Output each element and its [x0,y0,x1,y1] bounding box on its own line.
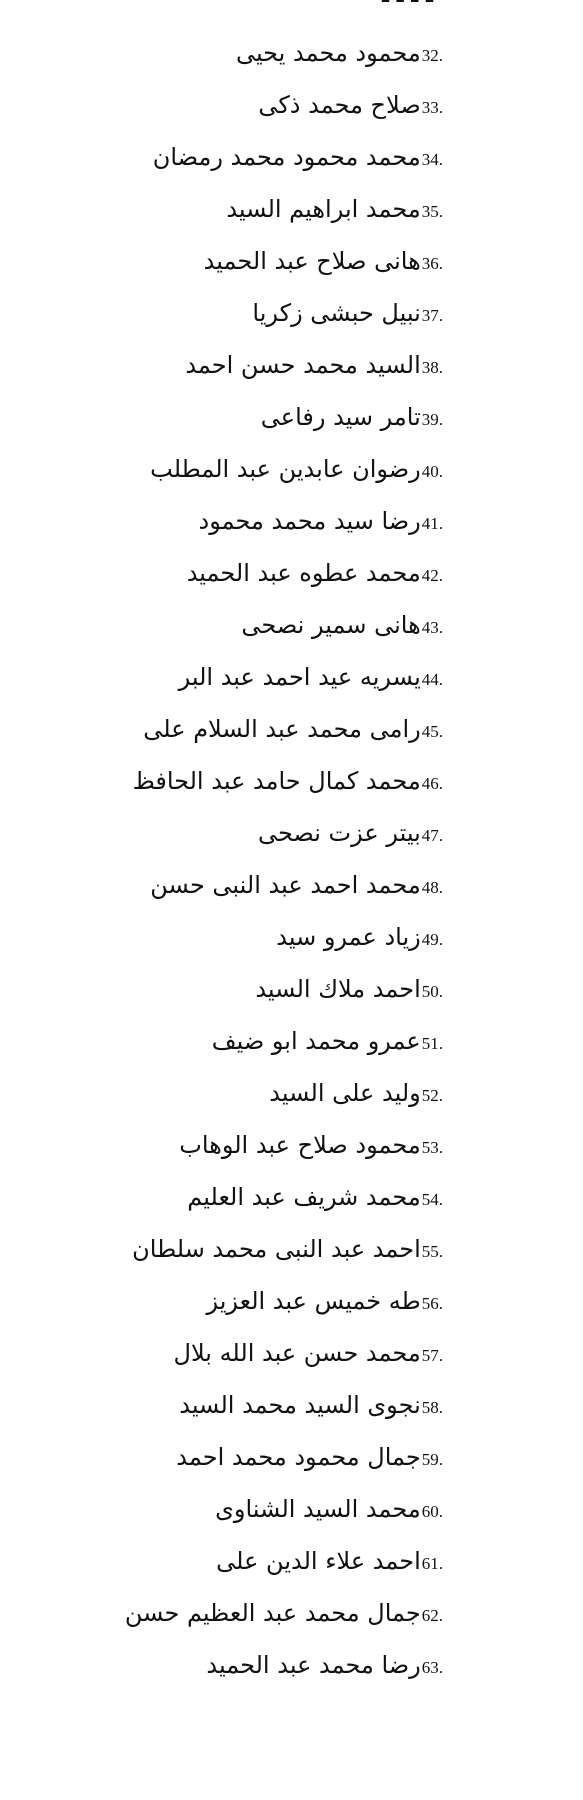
item-number: 39. [421,409,443,429]
person-name: هانى سمير نصحى [241,611,421,639]
item-number: 42. [421,565,443,585]
list-item [125,443,443,495]
item-number: 63. [421,1657,443,1677]
list-item [125,1327,443,1379]
person-name: محمود صلاح عبد الوهاب [179,1131,421,1159]
item-number: 44. [421,669,443,689]
item-number: 41. [421,513,443,533]
list-item [125,1275,443,1327]
list-item [125,859,443,911]
list-item [125,339,443,391]
person-name: محمد السيد الشناوى [215,1495,421,1523]
person-name: رضا سيد محمد محمود [198,507,421,535]
list-item [125,963,443,1015]
list-item [125,235,443,287]
person-name: يسريه عيد احمد عبد البر [178,663,421,691]
person-name: جمال محمد عبد العظيم حسن [124,1599,421,1627]
list-item [125,1223,443,1275]
person-name: احمد عبد النبى محمد سلطان [132,1235,421,1263]
person-name: نبيل حبشى زكريا [252,299,421,327]
list-item [125,1639,443,1691]
list-item [125,755,443,807]
list-item [125,911,443,963]
person-name: رامى محمد عبد السلام على [143,715,421,743]
person-name: هانى صلاح عبد الحميد [203,247,421,275]
person-name: صلاح محمد ذكى [258,91,421,119]
item-number: 37. [421,305,443,325]
list-item [125,651,443,703]
list-item [125,1535,443,1587]
list-item [125,703,443,755]
person-name: تامر سيد رفاعى [260,403,421,431]
person-name: محمد محمود محمد رمضان [152,143,421,171]
list-item [125,1171,443,1223]
person-name: وليد على السيد [269,1079,421,1107]
item-number: 58. [421,1397,443,1417]
item-number: 36. [421,253,443,273]
item-number: 52. [421,1085,443,1105]
list-item [125,391,443,443]
person-name: محمد ابراهيم السيد [226,195,421,223]
list-item [125,807,443,859]
person-name: السيد محمد حسن احمد [185,351,421,379]
list-item [125,1015,443,1067]
item-number: 45. [421,721,443,741]
item-number: 55. [421,1241,443,1261]
list-item [125,495,443,547]
person-name: جمال محمود محمد احمد [176,1443,421,1471]
item-number: 54. [421,1189,443,1209]
person-name: طه خميس عبد العزيز [206,1287,421,1315]
item-number: 61. [421,1553,443,1573]
list-item [125,131,443,183]
person-name: محمد عطوه عبد الحميد [186,559,421,587]
person-name: محمد احمد عبد النبى حسن [150,871,421,899]
item-number: 62. [421,1605,443,1625]
item-number: 59. [421,1449,443,1469]
names-list [125,27,443,1691]
person-name: محمود محمد يحيى [235,39,421,67]
item-number: 60. [421,1501,443,1521]
person-name: عمرو محمد ابو ضيف [211,1027,421,1055]
list-item [125,27,443,79]
item-number: 53. [421,1137,443,1157]
person-name: رضا محمد عبد الحميد [206,1651,421,1679]
list-item [125,183,443,235]
item-number: 56. [421,1293,443,1313]
item-number: 51. [421,1033,443,1053]
person-name: بيتر عزت نصحى [257,819,421,847]
item-number: 38. [421,357,443,377]
list-item [125,1119,443,1171]
list-item [125,599,443,651]
item-number: 46. [421,773,443,793]
person-name: محمد حسن عبد الله بلال [173,1339,421,1367]
item-number: 32. [421,45,443,65]
list-item [125,287,443,339]
list-item [125,1483,443,1535]
person-name: نجوى السيد محمد السيد [179,1391,421,1419]
item-number: 40. [421,461,443,481]
item-number: 50. [421,981,443,1001]
person-name: زياد عمرو سيد [276,923,421,951]
person-name: احمد علاء الدين على [216,1547,421,1575]
item-number: 43. [421,617,443,637]
list-item [125,1379,443,1431]
person-name: احمد ملاك السيد [255,975,421,1003]
item-number: 33. [421,97,443,117]
list-item [125,1067,443,1119]
person-name: محمد كمال حامد عبد الحافظ [132,767,421,795]
list-item [125,547,443,599]
list-item [125,1431,443,1483]
list-item [125,1587,443,1639]
item-number: 35. [421,201,443,221]
cut-off-line-fragment [382,0,433,6]
item-number: 34. [421,149,443,169]
item-number: 48. [421,877,443,897]
list-item [125,79,443,131]
item-number: 47. [421,825,443,845]
item-number: 49. [421,929,443,949]
person-name: رضوان عابدين عبد المطلب [150,455,421,483]
item-number: 57. [421,1345,443,1365]
person-name: محمد شريف عبد العليم [187,1183,421,1211]
